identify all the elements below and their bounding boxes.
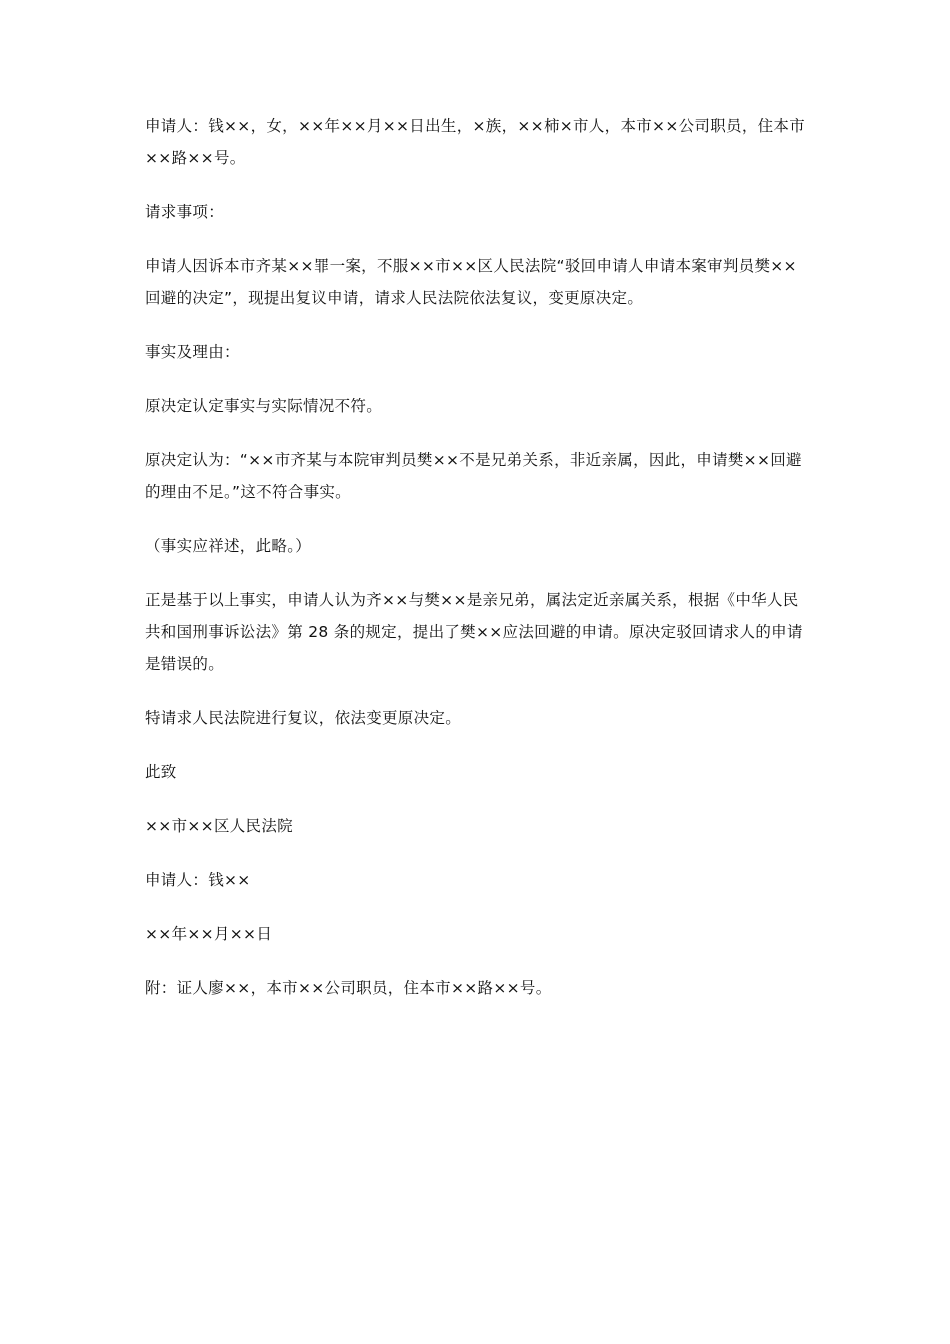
- document-body: [145, 110, 807, 1026]
- attachment-note: 附：证人廖××，本市××公司职员，住本市××路××号。: [145, 979, 552, 997]
- request-heading: 请求事项：: [145, 203, 225, 221]
- facts-paragraph-4: 正是基于以上事实，申请人认为齐××与樊××是亲兄弟，属法定近亲属关系，根据《中华人民共和国刑事诉讼法》第 28 条的规定，提出了樊××应法回避的申请。原决定驳回请求人的申请是错误的。: [145, 591, 803, 673]
- facts-paragraph-3: （事实应祥述，此略。）: [145, 537, 312, 555]
- closing-request: 特请求人民法院进行复议，依法变更原决定。: [145, 709, 462, 727]
- signature-date: ××年××月××日: [145, 925, 273, 943]
- facts-paragraph-1: 原决定认定事实与实际情况不符。: [145, 397, 383, 415]
- request-paragraph: 申请人因诉本市齐某××罪一案，不服××市××区人民法院“驳回申请人申请本案审判员樊××回避的决定”，现提出复议申请，请求人民法院依法复议，变更原决定。: [145, 257, 797, 307]
- recipient-court: ××市××区人民法院: [145, 817, 293, 835]
- facts-heading: 事实及理由：: [145, 343, 240, 361]
- facts-paragraph-2: 原决定认为：“××市齐某与本院审判员樊××不是兄弟关系，非近亲属，因此，申请樊××回避的理由不足。”这不符合事实。: [145, 451, 802, 501]
- signature-applicant: 申请人：钱××: [145, 871, 251, 889]
- salutation: 此致: [145, 763, 177, 781]
- applicant-info-paragraph: 申请人：钱××，女，××年××月××日出生，×族，××柿×市人，本市××公司职员，住本市××路××号。: [145, 117, 806, 167]
